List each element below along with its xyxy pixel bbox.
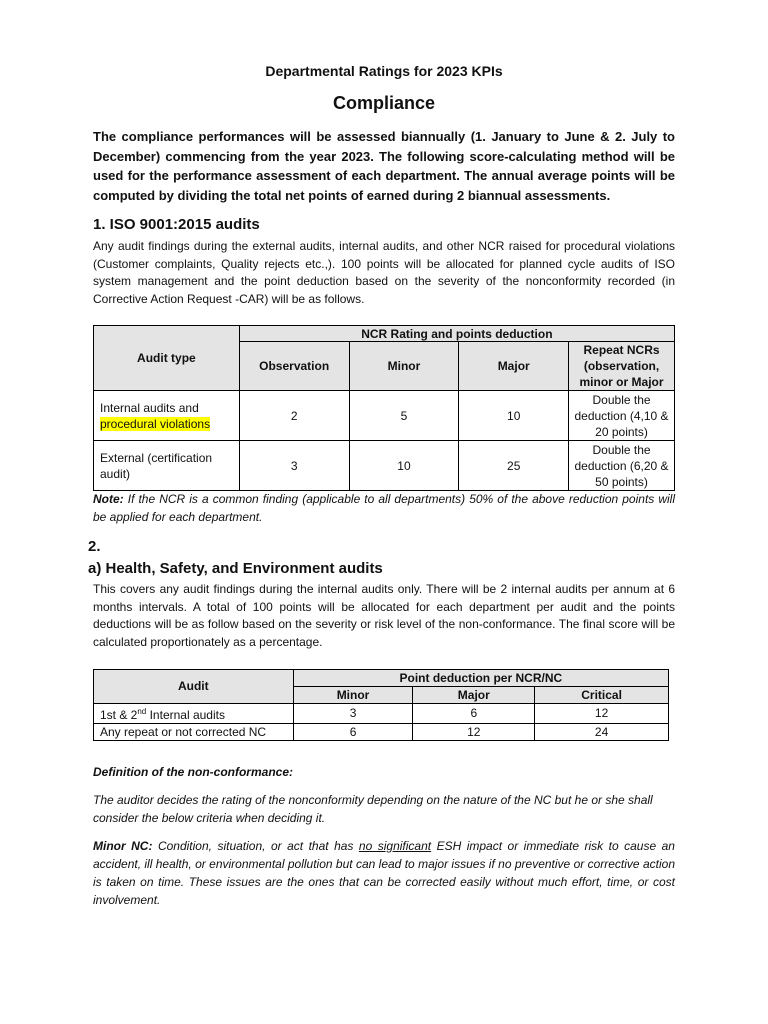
header-repeat-ncrs: Repeat NCRs (observation, minor or Major <box>569 342 675 391</box>
cell-value: 3 <box>293 704 413 724</box>
header-major: Major <box>413 687 535 704</box>
cell-value: 5 <box>349 391 459 441</box>
minor-nc-text: ESH impact or immediate risk to cause an accident, ill health, or environmental pollution but can lead to major issues if no preventive or corrective action is taken on time. These issues are the ones that can be corrected easily without much effort, time, or cost involvement. <box>93 839 675 907</box>
section-1-paragraph: Any audit findings during the external audits, internal audits, and other NCR raised for procedural violations (Customer complaints, Quality rejects etc.,). 100 points will be allocated for planned cycle audits of ISO system management and the point deduction based on the severity of the nonconformity recorded (in Corrective Action Request -CAR) will be as follows. <box>93 239 675 306</box>
note-label: Note: <box>93 492 124 506</box>
row-label-internal-audits <box>94 704 294 724</box>
hse-audit-table <box>93 669 669 741</box>
cell-value: 24 <box>535 724 669 741</box>
row-label-part: 1st & 2 <box>100 708 138 722</box>
row-label-internal-a: Internal audits and <box>100 400 199 415</box>
underlined-text: no significant <box>358 839 432 853</box>
table-row <box>94 724 669 741</box>
table-row <box>94 391 675 441</box>
minor-nc-text: Condition, situation, or act that has <box>152 839 359 853</box>
document-subtitle: Compliance <box>332 93 436 113</box>
cell-value: 10 <box>459 391 569 441</box>
header-major: Major <box>459 342 569 391</box>
row-label-internal <box>94 391 240 441</box>
note-text: If the NCR is a common finding (applicable to all departments) 50% of the above reduction points will be applied for each department. <box>93 492 675 524</box>
intro-paragraph: The compliance performances will be assessed biannually (1. January to June & 2. July to December) commencing from the year 2023. The following score-calculating method will be used for the performance assessment of each department. The annual average points will be computed by dividing the total net points of earned during 2 biannual assessments. <box>93 129 675 203</box>
row-label-repeat: Any repeat or not corrected NC <box>94 724 294 741</box>
cell-value: 2 <box>239 391 349 441</box>
minor-nc-label: Minor NC: <box>93 839 153 853</box>
cell-value: 12 <box>535 704 669 724</box>
header-audit: Audit <box>94 670 294 704</box>
section-2-number: 2. <box>88 538 101 555</box>
definition-paragraph: The auditor decides the rating of the nonconformity depending on the nature of the NC but he or she shall consider the below criteria when deciding it. <box>93 793 653 825</box>
section-1-heading: 1. ISO 9001:2015 audits <box>93 216 260 233</box>
cell-value: 6 <box>413 704 535 724</box>
iso-audit-table <box>93 325 675 491</box>
highlighted-text: procedural violations <box>100 416 211 431</box>
section-2-paragraph: This covers any audit findings during the internal audits only. There will be 2 internal audits per annum at 6 months intervals. A total of 100 points will be allocated for each department per audit and the points deductions will be as follow based on the severity or risk level of the non-conformance. The final score will be calculated proportionately as a percentage. <box>93 582 675 649</box>
header-point-deduction: Point deduction per NCR/NC <box>293 670 668 687</box>
superscript: nd <box>137 707 147 716</box>
cell-value: 10 <box>349 441 459 491</box>
header-minor: Minor <box>349 342 459 391</box>
definition-title: Definition of the non-conformance: <box>93 765 293 779</box>
cell-value: Double the deduction (4,10 & 20 points) <box>569 391 675 441</box>
table-note <box>93 490 675 526</box>
header-audit-type: Audit type <box>94 326 240 391</box>
cell-value: Double the deduction (6,20 & 50 points) <box>569 441 675 491</box>
table-row <box>94 704 669 724</box>
header-ncr-rating: NCR Rating and points deduction <box>239 326 674 342</box>
cell-value: 6 <box>293 724 413 741</box>
row-label-part: Internal audits <box>146 708 225 722</box>
minor-nc-definition <box>93 837 675 909</box>
table-row <box>94 441 675 491</box>
header-observation: Observation <box>239 342 349 391</box>
row-label-external: External (certification audit) <box>94 441 240 491</box>
header-critical: Critical <box>535 687 669 704</box>
header-minor: Minor <box>293 687 413 704</box>
document-title: Departmental Ratings for 2023 KPIs <box>265 63 503 79</box>
section-2a-heading: a) Health, Safety, and Environment audits <box>88 560 383 577</box>
cell-value: 25 <box>459 441 569 491</box>
cell-value: 3 <box>239 441 349 491</box>
cell-value: 12 <box>413 724 535 741</box>
